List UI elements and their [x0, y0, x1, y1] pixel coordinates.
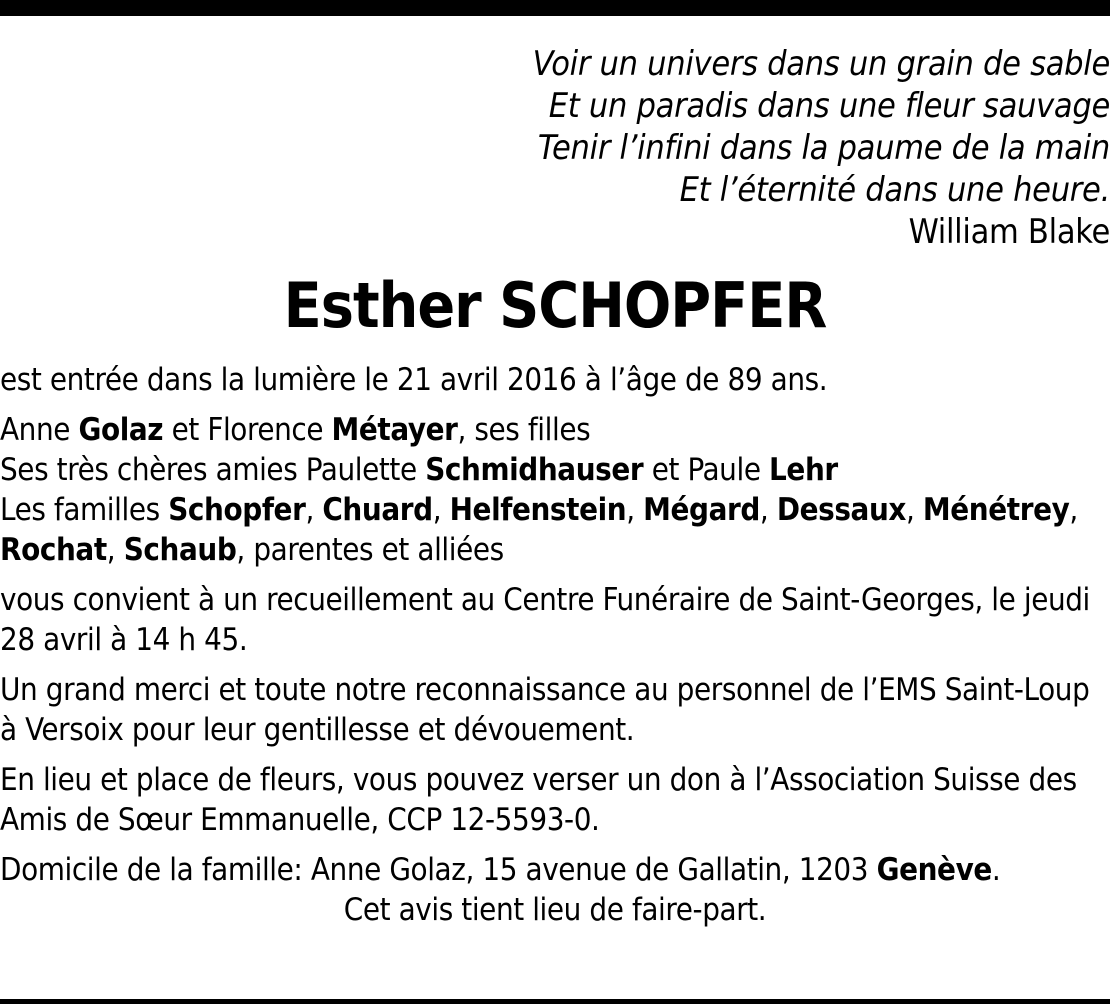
poem-line: Voir un univers dans un grain de sable — [532, 44, 1110, 84]
mourners-list — [0, 410, 1110, 570]
family-name: Ménétrey — [922, 492, 1070, 528]
text-fragment: et Florence — [163, 412, 332, 448]
family-name: Dessaux — [776, 492, 906, 528]
separator: , — [906, 492, 923, 528]
family-name: Schmidhauser — [425, 452, 644, 488]
closing-note: Cet avis tient lieu de faire-part. — [343, 892, 767, 928]
family-name: Métayer — [331, 412, 458, 448]
separator: , — [432, 492, 450, 528]
text-fragment: , parentes et alliées — [236, 532, 504, 568]
thanks-note: Un grand merci et toute notre reconnaissance au personnel de l’EMS Saint-Loup à Versoix pour leur gentillesse et dévouement. — [0, 672, 1090, 748]
poem-author: William Blake — [908, 212, 1110, 252]
family-name: Golaz — [78, 412, 164, 448]
family-name: Rochat — [0, 532, 107, 568]
deceased-name: Esther SCHOPFER — [283, 269, 827, 342]
family-name: Schaub — [123, 532, 237, 568]
ceremony-info: vous convient à un recueillement au Centre Funéraire de Saint-Georges, le jeudi 28 avril à 14 h 45. — [0, 582, 1090, 658]
friends-line — [0, 452, 838, 488]
family-name: Mégard — [643, 492, 760, 528]
text-fragment: et Paule — [643, 452, 770, 488]
notice-body — [0, 360, 1110, 930]
bottom-border-rule — [0, 999, 1110, 1004]
family-domicile — [0, 850, 1110, 890]
poem-line: Tenir l’infini dans la paume de la main — [537, 128, 1110, 168]
daughters-line — [0, 412, 590, 448]
family-name: Helfenstein — [449, 492, 627, 528]
text-fragment: Ses très chères amies Paulette — [0, 452, 426, 488]
text-fragment: Domicile de la famille: Anne Golaz, 15 avenue de Gallatin, 1203 — [0, 852, 877, 888]
family-name: Chuard — [322, 492, 433, 528]
separator: , — [626, 492, 644, 528]
families-line — [0, 492, 1078, 568]
poem-line: Et l’éternité dans une heure. — [679, 170, 1110, 210]
separator: , — [106, 532, 124, 568]
city-name: Genève — [876, 852, 992, 888]
poem-line: Et un paradis dans une fleur sauvage — [548, 86, 1110, 126]
top-border-rule — [0, 0, 1110, 16]
text-fragment: , ses filles — [457, 412, 591, 448]
epigraph-poem — [390, 43, 1110, 253]
separator: , — [1069, 492, 1078, 528]
text-fragment: . — [991, 852, 1001, 888]
text-fragment: Les familles — [0, 492, 169, 528]
separator: , — [759, 492, 777, 528]
separator: , — [305, 492, 323, 528]
family-name: Lehr — [769, 452, 838, 488]
family-name: Schopfer — [168, 492, 306, 528]
death-announcement: est entrée dans la lumière le 21 avril 2016 à l’âge de 89 ans. — [0, 362, 828, 398]
text-fragment: Anne — [0, 412, 79, 448]
donation-note: En lieu et place de fleurs, vous pouvez verser un don à l’Association Suisse des Amis de Sœur Emmanuelle, CCP 12-5593-0. — [0, 762, 1077, 838]
